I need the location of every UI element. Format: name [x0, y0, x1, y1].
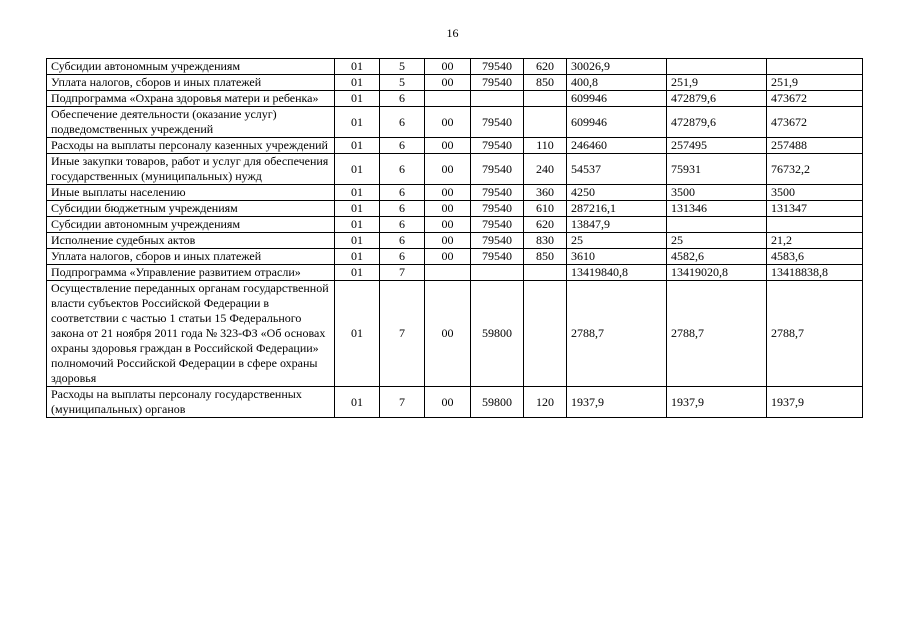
row-name: Субсидии автономным учреждениям: [47, 59, 335, 75]
code-target: 79540: [471, 185, 524, 201]
code-expense-type: [524, 281, 567, 387]
code-section: 01: [335, 281, 380, 387]
row-name: Субсидии бюджетным учреждениям: [47, 201, 335, 217]
code-expense-type: 620: [524, 217, 567, 233]
table-row: [47, 201, 863, 217]
amount-year-1: 30026,9: [567, 59, 667, 75]
amount-year-3: 473672: [767, 107, 863, 138]
code-section: 01: [335, 185, 380, 201]
amount-year-2: 2788,7: [667, 281, 767, 387]
amount-year-3: 21,2: [767, 233, 863, 249]
code-target: 59800: [471, 387, 524, 418]
code-target: [471, 91, 524, 107]
amount-year-3: 2788,7: [767, 281, 863, 387]
code-subprogram: 00: [425, 59, 471, 75]
row-name: Уплата налогов, сборов и иных платежей: [47, 75, 335, 91]
code-subprogram: 00: [425, 387, 471, 418]
code-program: 6: [380, 217, 425, 233]
table-row: [47, 185, 863, 201]
table-row: [47, 154, 863, 185]
row-name: Осуществление переданных органам государственной власти субъектов Российской Федерации в соответствии с частью 1 статьи 15 Федерального закона от 21 ноября 2011 года № 323-ФЗ «Об основах охраны здоровья граждан в Российской Федерации» полномочий Российской Федерации в сфере охраны здоровья: [47, 281, 335, 387]
code-target: 79540: [471, 217, 524, 233]
amount-year-1: 25: [567, 233, 667, 249]
table-row: [47, 233, 863, 249]
amount-year-1: 287216,1: [567, 201, 667, 217]
code-target: 79540: [471, 59, 524, 75]
code-target: [471, 265, 524, 281]
amount-year-3: 257488: [767, 138, 863, 154]
row-name: Подпрограмма «Охрана здоровья матери и ребенка»: [47, 91, 335, 107]
code-program: 6: [380, 154, 425, 185]
amount-year-1: 13419840,8: [567, 265, 667, 281]
amount-year-2: 472879,6: [667, 91, 767, 107]
code-target: 79540: [471, 249, 524, 265]
code-section: 01: [335, 217, 380, 233]
code-target: 79540: [471, 107, 524, 138]
table-row: [47, 107, 863, 138]
amount-year-3: 76732,2: [767, 154, 863, 185]
amount-year-1: 54537: [567, 154, 667, 185]
code-program: 5: [380, 59, 425, 75]
amount-year-1: 2788,7: [567, 281, 667, 387]
code-section: 01: [335, 233, 380, 249]
code-target: 79540: [471, 154, 524, 185]
table-row: [47, 138, 863, 154]
row-name: Иные выплаты населению: [47, 185, 335, 201]
amount-year-2: 472879,6: [667, 107, 767, 138]
amount-year-3: 1937,9: [767, 387, 863, 418]
table-row: [47, 59, 863, 75]
budget-table: [46, 58, 863, 418]
code-section: 01: [335, 265, 380, 281]
amount-year-2: 1937,9: [667, 387, 767, 418]
code-target: 79540: [471, 201, 524, 217]
code-subprogram: 00: [425, 154, 471, 185]
code-subprogram: [425, 91, 471, 107]
code-expense-type: 110: [524, 138, 567, 154]
table-row: [47, 281, 863, 387]
code-section: 01: [335, 75, 380, 91]
amount-year-3: 13418838,8: [767, 265, 863, 281]
amount-year-2: 131346: [667, 201, 767, 217]
code-section: 01: [335, 154, 380, 185]
code-subprogram: 00: [425, 107, 471, 138]
code-subprogram: 00: [425, 233, 471, 249]
code-subprogram: 00: [425, 75, 471, 91]
amount-year-1: 13847,9: [567, 217, 667, 233]
table-row: [47, 249, 863, 265]
page-number: 16: [446, 26, 459, 40]
code-expense-type: 850: [524, 75, 567, 91]
amount-year-1: 400,8: [567, 75, 667, 91]
row-name: Иные закупки товаров, работ и услуг для обеспечения государственных (муниципальных) нужд: [47, 154, 335, 185]
amount-year-3: [767, 59, 863, 75]
table-row: [47, 91, 863, 107]
code-subprogram: 00: [425, 138, 471, 154]
code-expense-type: 620: [524, 59, 567, 75]
table-row: [47, 75, 863, 91]
amount-year-3: 3500: [767, 185, 863, 201]
code-subprogram: 00: [425, 185, 471, 201]
code-section: 01: [335, 59, 380, 75]
amount-year-3: 4583,6: [767, 249, 863, 265]
code-expense-type: 360: [524, 185, 567, 201]
amount-year-3: 473672: [767, 91, 863, 107]
amount-year-2: 25: [667, 233, 767, 249]
amount-year-2: 3500: [667, 185, 767, 201]
code-expense-type: 240: [524, 154, 567, 185]
code-subprogram: 00: [425, 281, 471, 387]
amount-year-1: 246460: [567, 138, 667, 154]
code-expense-type: 120: [524, 387, 567, 418]
table-row: [47, 387, 863, 418]
code-target: 79540: [471, 138, 524, 154]
table-row: [47, 217, 863, 233]
amount-year-1: 3610: [567, 249, 667, 265]
amount-year-1: 1937,9: [567, 387, 667, 418]
code-section: 01: [335, 138, 380, 154]
row-name: Обеспечение деятельности (оказание услуг) подведомственных учреждений: [47, 107, 335, 138]
code-section: 01: [335, 249, 380, 265]
row-name: Расходы на выплаты персоналу казенных учреждений: [47, 138, 335, 154]
amount-year-1: 4250: [567, 185, 667, 201]
code-subprogram: 00: [425, 217, 471, 233]
row-name: Уплата налогов, сборов и иных платежей: [47, 249, 335, 265]
amount-year-1: 609946: [567, 91, 667, 107]
code-program: 6: [380, 107, 425, 138]
table-body: [47, 59, 863, 418]
code-subprogram: 00: [425, 249, 471, 265]
code-expense-type: 850: [524, 249, 567, 265]
code-subprogram: [425, 265, 471, 281]
code-program: 6: [380, 185, 425, 201]
amount-year-2: 4582,6: [667, 249, 767, 265]
amount-year-2: 13419020,8: [667, 265, 767, 281]
code-program: 6: [380, 233, 425, 249]
code-program: 7: [380, 387, 425, 418]
code-target: 79540: [471, 233, 524, 249]
amount-year-1: 609946: [567, 107, 667, 138]
table-row: [47, 265, 863, 281]
code-section: 01: [335, 91, 380, 107]
code-expense-type: [524, 107, 567, 138]
code-program: 6: [380, 91, 425, 107]
code-program: 5: [380, 75, 425, 91]
code-expense-type: [524, 91, 567, 107]
code-program: 7: [380, 265, 425, 281]
amount-year-3: 251,9: [767, 75, 863, 91]
code-subprogram: 00: [425, 201, 471, 217]
code-expense-type: 830: [524, 233, 567, 249]
amount-year-3: [767, 217, 863, 233]
amount-year-2: 251,9: [667, 75, 767, 91]
amount-year-2: 257495: [667, 138, 767, 154]
amount-year-2: 75931: [667, 154, 767, 185]
code-target: 79540: [471, 75, 524, 91]
code-section: 01: [335, 201, 380, 217]
row-name: Расходы на выплаты персоналу государственных (муниципальных) органов: [47, 387, 335, 418]
code-expense-type: [524, 265, 567, 281]
code-section: 01: [335, 387, 380, 418]
code-section: 01: [335, 107, 380, 138]
amount-year-2: [667, 217, 767, 233]
code-expense-type: 610: [524, 201, 567, 217]
code-program: 6: [380, 138, 425, 154]
code-program: 7: [380, 281, 425, 387]
code-program: 6: [380, 201, 425, 217]
amount-year-3: 131347: [767, 201, 863, 217]
row-name: Подпрограмма «Управление развитием отрасли»: [47, 265, 335, 281]
amount-year-2: [667, 59, 767, 75]
row-name: Исполнение судебных актов: [47, 233, 335, 249]
code-target: 59800: [471, 281, 524, 387]
code-program: 6: [380, 249, 425, 265]
row-name: Субсидии автономным учреждениям: [47, 217, 335, 233]
